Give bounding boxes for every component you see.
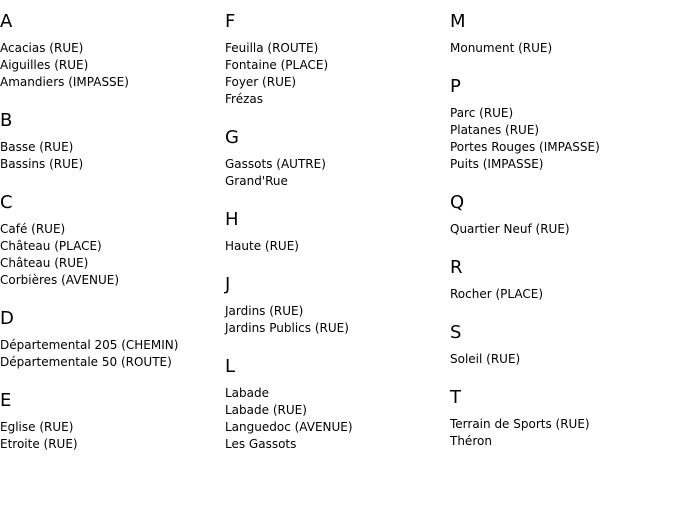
street-link[interactable]: Monument (RUE) bbox=[450, 41, 553, 55]
street-link[interactable]: Languedoc (AVENUE) bbox=[225, 420, 353, 434]
street-link[interactable]: Etroite (RUE) bbox=[0, 437, 78, 451]
street-link[interactable]: Acacias (RUE) bbox=[0, 41, 84, 55]
letter-heading: G bbox=[225, 127, 239, 148]
street-link[interactable]: Frézas bbox=[225, 92, 263, 106]
letter-group-e bbox=[0, 390, 225, 461]
group-spacer bbox=[450, 57, 675, 65]
street-link[interactable]: Puits (IMPASSE) bbox=[450, 157, 544, 171]
group-spacer bbox=[225, 337, 450, 345]
street-link[interactable]: Aiguilles (RUE) bbox=[0, 58, 89, 72]
street-link[interactable]: Haute (RUE) bbox=[225, 239, 299, 253]
group-spacer bbox=[450, 450, 675, 458]
letter-heading: C bbox=[0, 192, 13, 213]
group-spacer bbox=[225, 255, 450, 263]
street-link[interactable]: Amandiers (IMPASSE) bbox=[0, 75, 129, 89]
street-link[interactable]: Château (PLACE) bbox=[0, 239, 102, 253]
group-spacer bbox=[450, 173, 675, 181]
street-link[interactable]: Théron bbox=[450, 434, 492, 448]
letter-group-l bbox=[225, 356, 450, 461]
street-link[interactable]: Terrain de Sports (RUE) bbox=[450, 417, 590, 431]
street-link[interactable]: Fontaine (PLACE) bbox=[225, 58, 329, 72]
letter-group-b bbox=[0, 110, 225, 181]
group-spacer bbox=[0, 91, 225, 99]
street-link[interactable]: Les Gassots bbox=[225, 437, 297, 451]
letter-group-d bbox=[0, 308, 225, 379]
street-link[interactable]: Soleil (RUE) bbox=[450, 352, 521, 366]
street-link[interactable]: Labade bbox=[225, 386, 270, 400]
letter-heading: R bbox=[450, 257, 463, 278]
letter-group-t bbox=[450, 387, 675, 458]
letter-heading: B bbox=[0, 110, 13, 131]
group-spacer bbox=[450, 368, 675, 376]
street-index-column-2 bbox=[225, 0, 450, 461]
street-link[interactable]: Café (RUE) bbox=[0, 222, 66, 236]
street-link[interactable]: Corbières (AVENUE) bbox=[0, 273, 120, 287]
street-link[interactable]: Labade (RUE) bbox=[225, 403, 307, 417]
group-spacer bbox=[450, 238, 675, 246]
letter-heading: P bbox=[450, 76, 461, 97]
letter-group-s bbox=[450, 322, 675, 376]
letter-heading: E bbox=[0, 390, 12, 411]
letter-heading: T bbox=[450, 387, 461, 408]
letter-heading: A bbox=[0, 11, 13, 32]
street-link[interactable]: Eglise (RUE) bbox=[0, 420, 74, 434]
street-link[interactable]: Quartier Neuf (RUE) bbox=[450, 222, 570, 236]
group-spacer bbox=[0, 453, 225, 461]
letter-heading: J bbox=[225, 274, 231, 295]
group-spacer bbox=[225, 108, 450, 116]
letter-group-r bbox=[450, 257, 675, 311]
group-spacer bbox=[225, 453, 450, 461]
street-link[interactable]: Gassots (AUTRE) bbox=[225, 157, 326, 171]
group-spacer bbox=[225, 190, 450, 198]
street-index-column-3 bbox=[450, 0, 675, 458]
letter-heading: S bbox=[450, 322, 462, 343]
letter-group-g bbox=[225, 127, 450, 198]
street-link[interactable]: Grand'Rue bbox=[225, 174, 288, 188]
letter-group-j bbox=[225, 274, 450, 345]
letter-heading: L bbox=[225, 356, 236, 377]
street-link[interactable]: Jardins (RUE) bbox=[225, 304, 304, 318]
street-link[interactable]: Portes Rouges (IMPASSE) bbox=[450, 140, 600, 154]
letter-heading: Q bbox=[450, 192, 465, 213]
street-link[interactable]: Feuilla (ROUTE) bbox=[225, 41, 319, 55]
letter-group-h bbox=[225, 209, 450, 263]
street-link[interactable]: Foyer (RUE) bbox=[225, 75, 297, 89]
letter-group-p bbox=[450, 76, 675, 181]
group-spacer bbox=[0, 289, 225, 297]
street-link[interactable]: Départemental 205 (CHEMIN) bbox=[0, 338, 179, 352]
street-link[interactable]: Départementale 50 (ROUTE) bbox=[0, 355, 172, 369]
street-index-column-1 bbox=[0, 0, 225, 461]
letter-group-f bbox=[225, 11, 450, 116]
letter-group-m bbox=[450, 11, 675, 65]
street-link[interactable]: Jardins Publics (RUE) bbox=[225, 321, 349, 335]
letter-heading: D bbox=[0, 308, 14, 329]
letter-heading: H bbox=[225, 209, 239, 230]
letter-group-q bbox=[450, 192, 675, 246]
group-spacer bbox=[0, 173, 225, 181]
street-link[interactable]: Parc (RUE) bbox=[450, 106, 514, 120]
street-link[interactable]: Platanes (RUE) bbox=[450, 123, 540, 137]
letter-group-c bbox=[0, 192, 225, 297]
street-link[interactable]: Basse (RUE) bbox=[0, 140, 74, 154]
street-link[interactable]: Bassins (RUE) bbox=[0, 157, 84, 171]
letter-heading: M bbox=[450, 11, 466, 32]
street-link[interactable]: Rocher (PLACE) bbox=[450, 287, 543, 301]
letter-group-a bbox=[0, 11, 225, 99]
letter-heading: F bbox=[225, 11, 236, 32]
group-spacer bbox=[450, 303, 675, 311]
street-link[interactable]: Château (RUE) bbox=[0, 256, 89, 270]
group-spacer bbox=[0, 371, 225, 379]
